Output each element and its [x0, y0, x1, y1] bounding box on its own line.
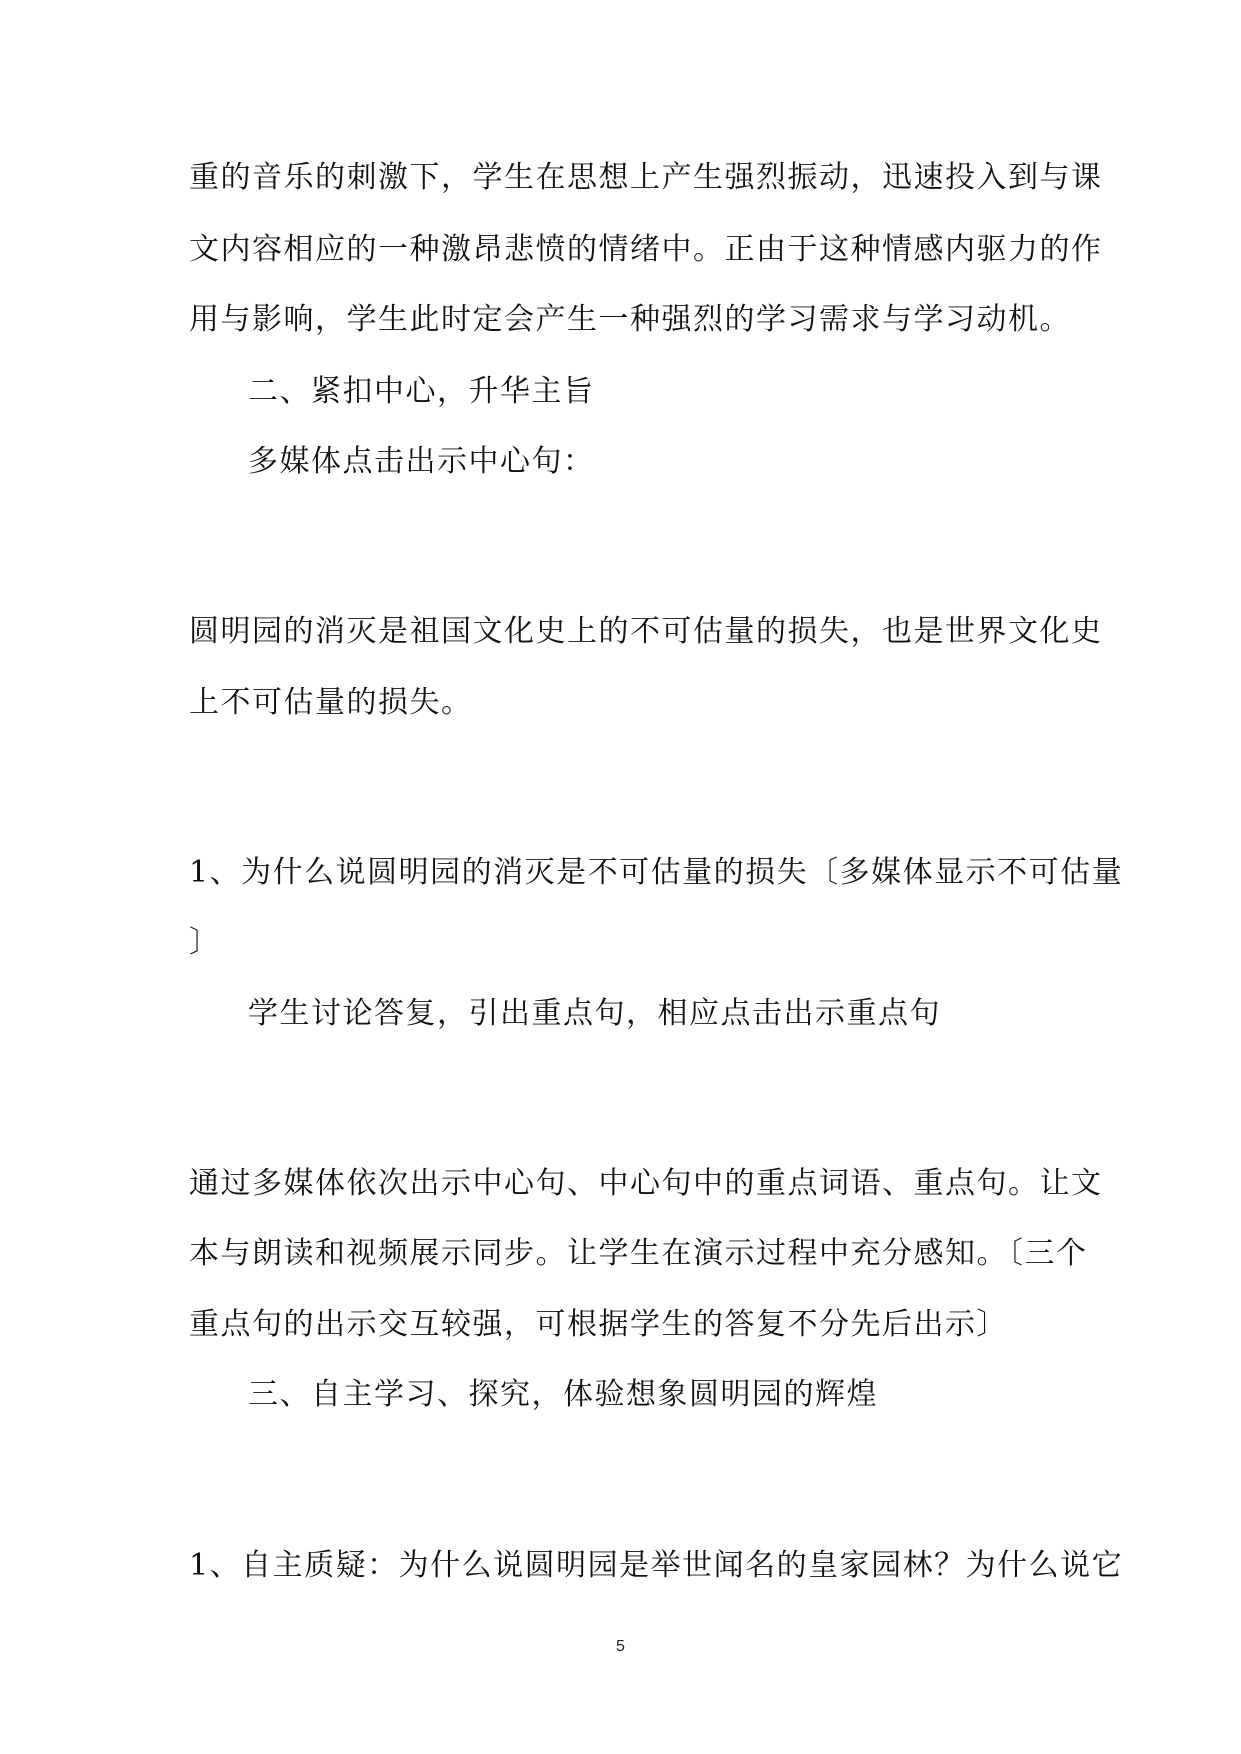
body-text-line: 通过多媒体依次出示中心句、中心句中的重点词语、重点句。让文 — [189, 1166, 1103, 1201]
page-number: 5 — [616, 1638, 625, 1655]
question-line: 1、为什么说圆明园的消灭是不可估量的损失〔多媒体显示不可估量 — [189, 855, 1124, 890]
body-text-line: 用与影响，学生此时定会产生一种强烈的学习需求与学习动机。 — [189, 302, 1071, 337]
question-line: 1、自主质疑：为什么说圆明园是举世闻名的皇家园林？为什么说它 — [189, 1548, 1124, 1583]
section-heading: 二、紧扣中心，升华主旨 — [248, 374, 595, 409]
section-heading: 三、自主学习、探究，体验想象圆明园的辉煌 — [248, 1377, 878, 1412]
body-text-line: 重点句的出示交互较强，可根据学生的答复不分先后出示〕 — [189, 1307, 1008, 1342]
body-text-line: 本与朗读和视频展示同步。让学生在演示过程中充分感知。〔三个 — [189, 1236, 1088, 1271]
body-text-line: 学生讨论答复，引出重点句，相应点击出示重点句 — [248, 996, 941, 1031]
center-sentence-line: 上不可估量的损失。 — [189, 685, 473, 720]
body-text-line: 多媒体点击出示中心句： — [248, 444, 595, 479]
question-line: 〕 — [189, 925, 221, 960]
body-text-line: 文内容相应的一种激昂悲愤的情绪中。正由于这种情感内驱力的作 — [189, 232, 1103, 267]
center-sentence-line: 圆明园的消灭是祖国文化史上的不可估量的损失，也是世界文化史 — [189, 614, 1103, 649]
body-text-line: 重的音乐的刺激下，学生在思想上产生强烈振动，迅速投入到与课 — [189, 160, 1103, 195]
